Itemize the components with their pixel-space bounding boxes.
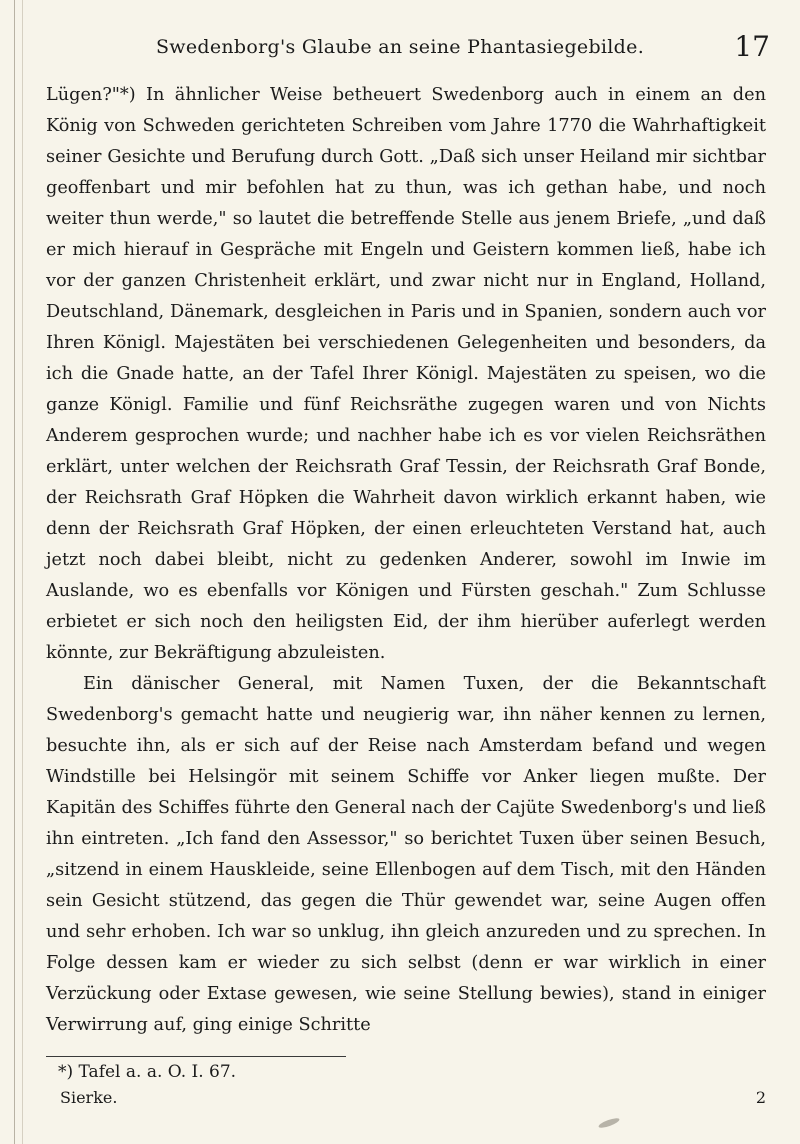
footnote: *) Tafel a. a. O. I. 67. bbox=[58, 1062, 237, 1082]
footnote-rule bbox=[46, 1056, 346, 1057]
printer-signature: Sierke. bbox=[60, 1088, 118, 1107]
ink-smudge bbox=[598, 1116, 621, 1129]
page-edge-line-inner bbox=[22, 0, 23, 1144]
body-text bbox=[46, 80, 766, 1041]
sheet-number: 2 bbox=[755, 1088, 766, 1107]
page-edge-line bbox=[14, 0, 15, 1144]
running-head: Swedenborg's Glaube an seine Phantasiegebilde. bbox=[155, 36, 645, 58]
paragraph-1: Lügen?"*) In ähnlicher Weise betheuert Swedenborg auch in einem an den König von Schweden gerichteten Schreiben vom Jahre 1770 die Wahrhaftigkeit seiner Gesichte und Berufung durch Gott. „Daß sich unser Heiland mir sichtbar geoffenbart und mir befohlen hat zu thun, was ich gethan habe, und noch weiter thun werde," so lautet die betreffende Stelle aus jenem Briefe, „und daß er mich hierauf in Gespräche mit Engeln und Geistern kommen ließ, habe ich vor der ganzen Christenheit erklärt, und zwar nicht nur in England, Holland, Deutschland, Dänemark, desgleichen in Paris und in Spanien, sondern auch vor Ihren Königl. Majestäten bei verschiedenen Gelegenheiten und besonders, da ich die Gnade hatte, an der Tafel Ihrer Königl. Majestäten zu speisen, wo die ganze Königl. Familie und fünf Reichsräthe zugegen waren und von Nichts Anderem gesprochen wurde; und nachher habe ich es vor vielen Reichsräthen erklärt, unter welchen der Reichsrath Graf Tessin, der Reichsrath Graf Bonde, der Reichsrath Graf Höpken die Wahrheit davon wirklich erkannt haben, wie denn der Reichsrath Graf Höpken, der einen erleuchteten Verstand hat, auch jetzt noch dabei bleibt, nicht zu gedenken Anderer, sowohl im Inwie im Auslande, wo es ebenfalls vor Königen und Fürsten geschah." Zum Schlusse erbietet er sich noch den heiligsten Eid, der ihm hierüber auferlegt werden könnte, zur Bekräftigung abzuleisten. bbox=[46, 85, 766, 663]
paragraph-2: Ein dänischer General, mit Namen Tuxen, der die Bekanntschaft Swedenborg's gemacht hatte und neugierig war, ihn näher kennen zu lernen, besuchte ihn, als er sich auf der Reise nach Amsterdam befand und wegen Windstille bei Helsingör mit seinem Schiffe vor Anker liegen mußte. Der Kapitän des Schiffes führte den General nach der Cajüte Swedenborg's und ließ ihn eintreten. „Ich fand den Assessor," so berichtet Tuxen über seinen Besuch, „sitzend in einem Hauskleide, seine Ellenbogen auf dem Tisch, mit den Händen sein Gesicht stützend, das gegen die Thür gewendet war, seine Augen offen und sehr erhoben. Ich war so unklug, ihn gleich anzureden und zu sprechen. In Folge dessen kam er wieder zu sich selbst (denn er war wirklich in einer Verzückung oder Extase gewesen, wie seine Stellung bewies), stand in einiger Verwirrung auf, ging einige Schritte bbox=[46, 674, 766, 1035]
page-number: 17 bbox=[734, 30, 770, 63]
page-header bbox=[0, 30, 800, 70]
